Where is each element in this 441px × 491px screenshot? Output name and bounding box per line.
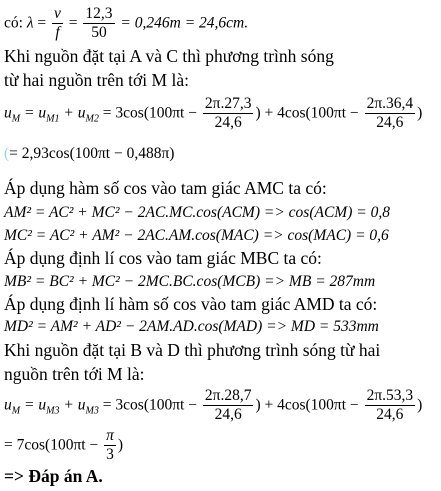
fraction-denominator: 24,6 (214, 406, 242, 424)
subscript: M (11, 113, 21, 125)
paragraph-line: Khi nguồn đặt tại A và C thì phương trình sóng (4, 46, 334, 66)
paragraph-line: Khi nguồn đặt tại B và D thì phương trình sóng từ hai (4, 340, 381, 360)
result-text: ) (117, 436, 124, 454)
wave-equation-ac (4, 96, 422, 132)
lambda-symbol: λ (26, 14, 34, 32)
fraction-numerator: v (52, 6, 63, 24)
result-text: = 2,93cos(100πt − 0,488π) (9, 145, 175, 162)
equation-part: = u (20, 104, 47, 122)
paragraph-line: Áp dụng định lí cos vào tam giác MBC ta có: (4, 248, 322, 268)
paragraph-line: nguồn trên tới M là: (4, 364, 145, 384)
prefix-text: có: (4, 14, 27, 32)
fraction-numerator: 2π.28,7 (203, 388, 254, 406)
equals-sign: = (33, 14, 51, 32)
equation-part: + u (59, 396, 86, 414)
u-symbol: u (4, 104, 12, 122)
fraction-numerator: 2π.36,4 (365, 96, 416, 114)
fraction-denominator: 50 (91, 24, 107, 42)
fraction-denominator: f (55, 24, 60, 42)
wave-equation-bd (4, 388, 422, 424)
fraction-denominator: 24,6 (376, 114, 404, 132)
fraction-numerator: 2π.27,3 (203, 96, 254, 114)
phase-fraction (203, 96, 254, 132)
cosine-law-mbc: MB² = BC² + MC² − 2MC.BC.cos(MCB) => MB = 287mm (4, 273, 376, 290)
fraction-denominator: 3 (106, 446, 114, 464)
equation-part: + u (59, 104, 86, 122)
u-symbol: u (4, 396, 12, 414)
cosine-law-amc-1: AM² = AC² + MC² − 2AC.MC.cos(ACM) => cos(ACM) = 0,8 (4, 204, 390, 221)
equation-part: ) + 4cos(100πt − (255, 396, 363, 414)
fraction-numerator: 2π.53,3 (365, 388, 416, 406)
equation-part: ) (417, 396, 423, 414)
result-text: = 7cos(100πt − (4, 436, 103, 454)
paragraph-line: Áp dụng định lí hàm số cos vào tam giác AMD ta có: (4, 294, 378, 314)
paragraph-line: Áp dụng hàm số cos vào tam giác AMC ta có: (4, 178, 327, 198)
fraction-numerator: 12,3 (83, 6, 114, 24)
phase-fraction (365, 96, 416, 132)
pi-over-3-fraction (104, 428, 116, 464)
cosine-law-amd: MD² = AM² + AD² − 2AM.AD.cos(MAD) => MD = 533mm (4, 318, 379, 335)
phase-fraction (365, 388, 416, 424)
v-over-f-fraction (52, 6, 63, 42)
phase-fraction (203, 388, 254, 424)
equation-part: = u (20, 396, 47, 414)
equals-sign: = (64, 14, 82, 32)
fraction-numerator: π (104, 428, 116, 446)
subscript: M1 (46, 113, 60, 125)
answer-text: => Đáp án A. (4, 466, 103, 486)
subscript: M (11, 405, 21, 417)
result-equation-bd (4, 428, 123, 464)
subscript: M3 (46, 405, 60, 417)
wavelength-result: = 0,246m = 24,6cm. (116, 14, 249, 32)
subscript: M2 (85, 113, 99, 125)
equation-part: = 3cos(100πt − (98, 104, 201, 122)
result-equation-ac (4, 146, 174, 162)
wavelength-equation (4, 6, 248, 42)
fraction-denominator: 24,6 (376, 406, 404, 424)
subscript: M3 (85, 405, 99, 417)
faint-mark: ( (4, 145, 10, 162)
paragraph-line: từ hai nguồn trên tới M là: (4, 70, 189, 90)
equation-part: = 3cos(100πt − (98, 396, 201, 414)
equation-part: ) (417, 104, 423, 122)
numeric-fraction (83, 6, 114, 42)
fraction-denominator: 24,6 (214, 114, 242, 132)
equation-part: ) + 4cos(100πt − (255, 104, 363, 122)
cosine-law-amc-2: MC² = AC² + AM² − 2AC.AM.cos(MAC) => cos(MAC) = 0,6 (4, 227, 389, 244)
